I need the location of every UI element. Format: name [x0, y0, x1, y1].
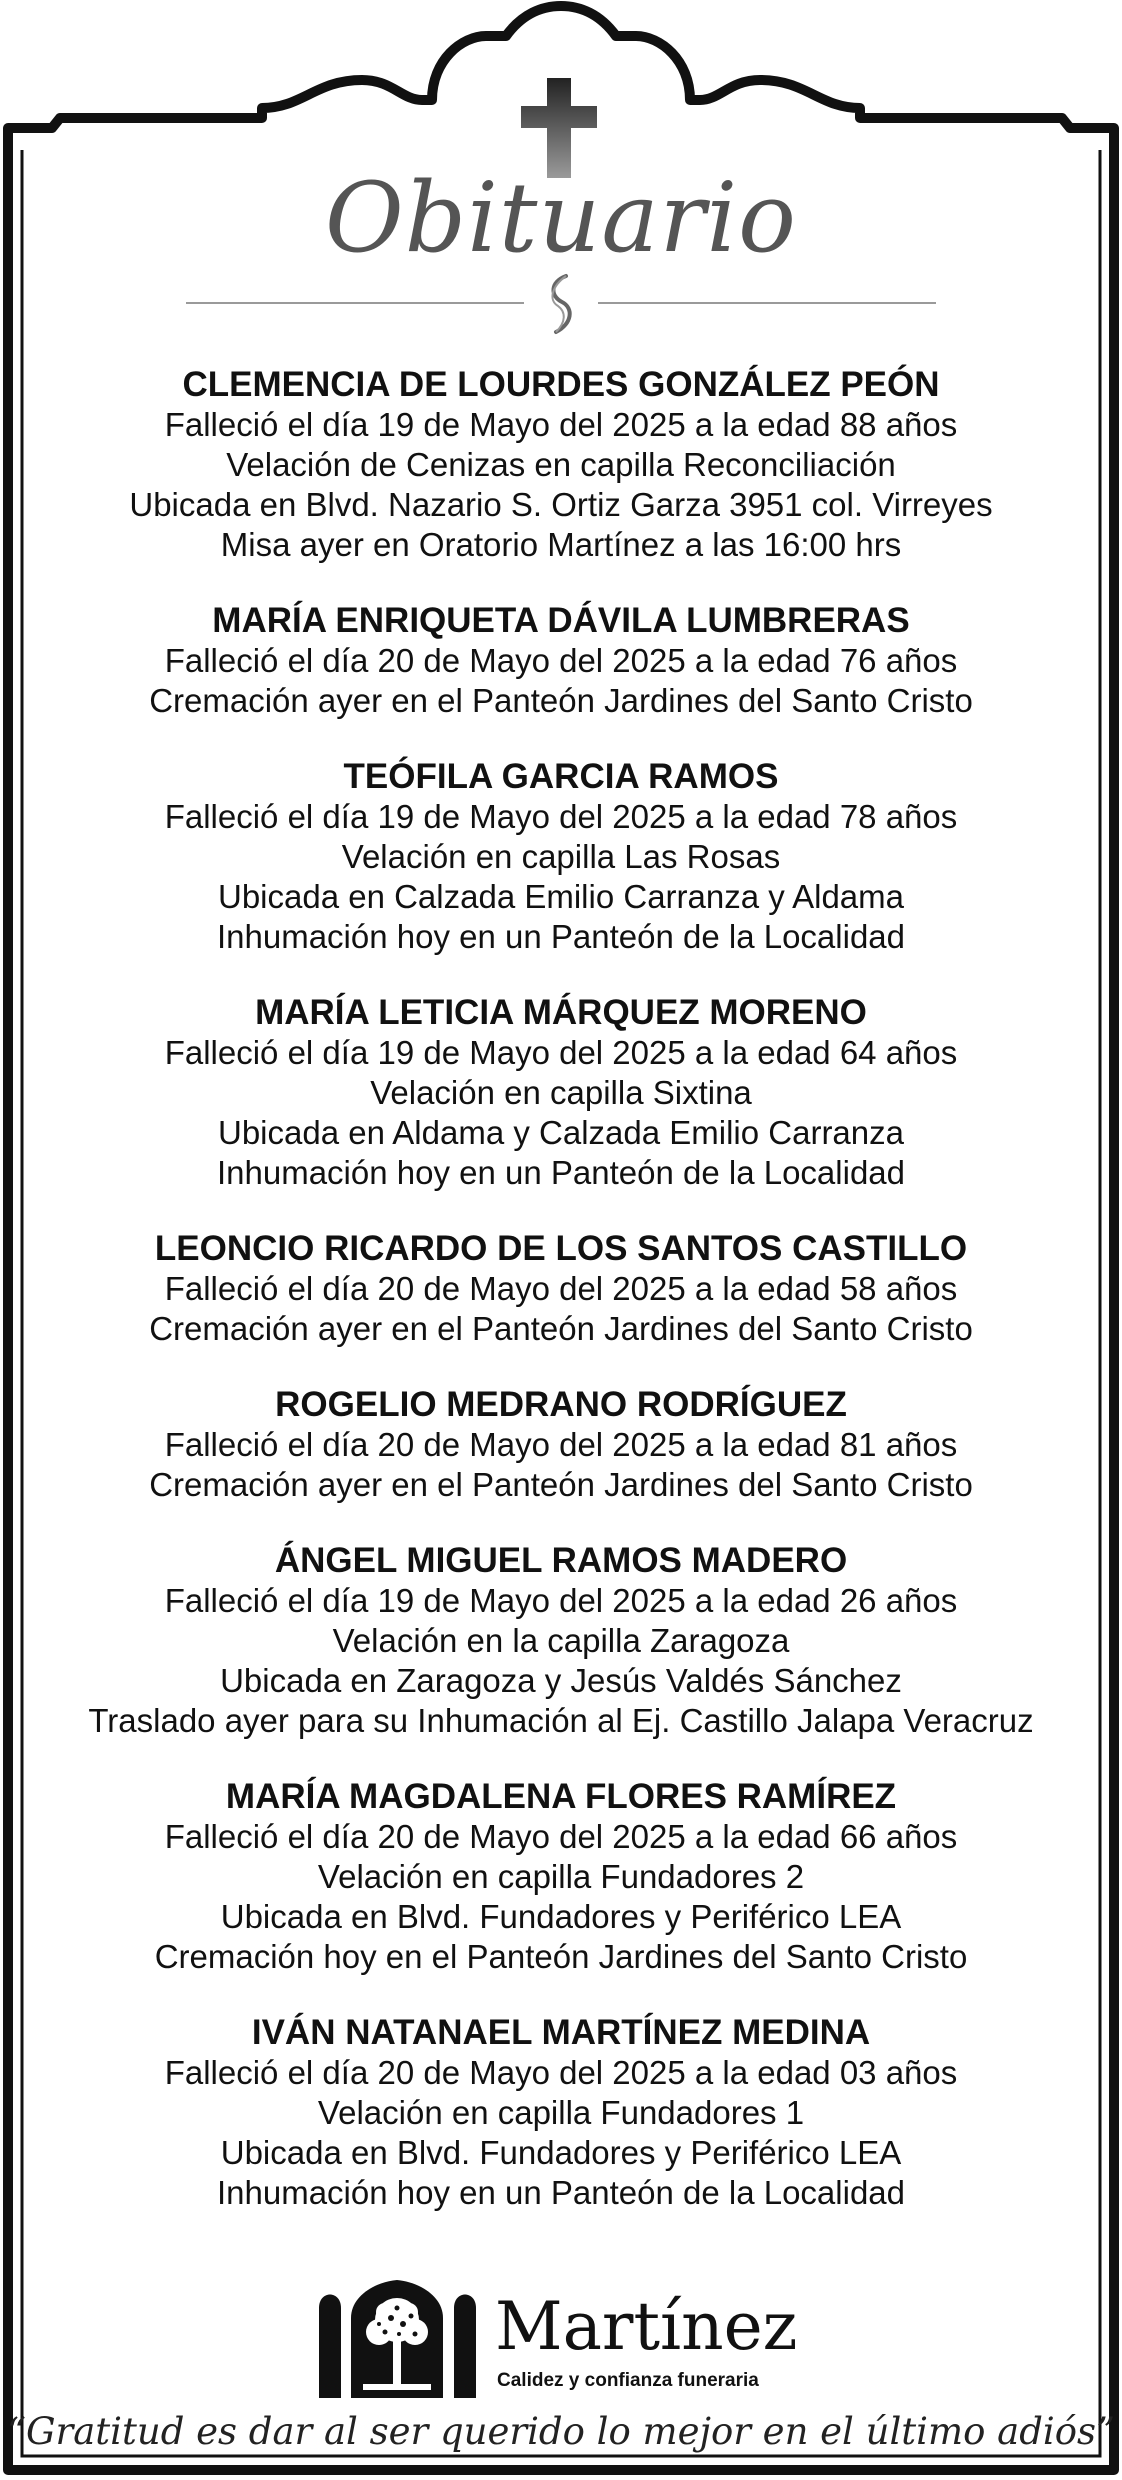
flourish-icon [536, 272, 586, 336]
deceased-name: MARÍA LETICIA MÁRQUEZ MORENO [255, 993, 867, 1032]
obituary-entry [40, 1541, 1082, 1741]
obituary-entry [40, 1229, 1082, 1349]
obituary-entry [40, 1777, 1082, 1977]
obituary-detail-line: Misa ayer en Oratorio Martínez a las 16:00 hrs [220, 526, 902, 563]
obituary-detail-line: Falleció el día 20 de Mayo del 2025 a la edad 58 años [164, 1270, 958, 1307]
obituary-detail-line: Inhumación hoy en un Panteón de la Localidad [216, 1154, 906, 1191]
deceased-name: TEÓFILA GARCIA RAMOS [343, 757, 779, 796]
brand-name: Martínez [495, 2288, 798, 2365]
page-title: Obituario [325, 162, 797, 274]
obituary-entry [40, 757, 1082, 957]
deceased-name: CLEMENCIA DE LOURDES GONZÁLEZ PEÓN [182, 365, 940, 404]
funeral-home-logo [315, 2278, 815, 2398]
obituary-detail-line: Falleció el día 20 de Mayo del 2025 a la edad 03 años [164, 2054, 958, 2091]
obituary-detail-line: Velación en capilla Fundadores 2 [317, 1858, 805, 1895]
obituary-detail-line: Cremación ayer en el Panteón Jardines del Santo Cristo [149, 1466, 973, 1503]
obituary-detail-line: Cremación ayer en el Panteón Jardines del Santo Cristo [149, 682, 973, 719]
obituary-detail-line: Falleció el día 20 de Mayo del 2025 a la edad 66 años [164, 1818, 958, 1855]
obituary-detail-line: Velación en la capilla Zaragoza [332, 1622, 790, 1659]
obituary-detail-line: Ubicada en Aldama y Calzada Emilio Carranza [217, 1114, 904, 1151]
deceased-name: ROGELIO MEDRANO RODRÍGUEZ [275, 1385, 847, 1424]
obituary-detail-line: Falleció el día 20 de Mayo del 2025 a la edad 81 años [164, 1426, 958, 1463]
obituary-entry [40, 2013, 1082, 2213]
obituary-detail-line: Traslado ayer para su Inhumación al Ej. Castillo Jalapa Veracruz [88, 1702, 1034, 1739]
deceased-name: ÁNGEL MIGUEL RAMOS MADERO [274, 1541, 848, 1580]
obituary-detail-line: Velación en capilla Fundadores 1 [317, 2094, 805, 2131]
obituary-detail-line: Falleció el día 19 de Mayo del 2025 a la edad 64 años [164, 1034, 958, 1071]
obituary-entry [40, 993, 1082, 1193]
obituary-entry [40, 1385, 1082, 1505]
closing-quote: “Gratitud es dar al ser querido lo mejor en el último adiós” [7, 2410, 1115, 2453]
chapel-tree-logo-icon [315, 2278, 480, 2398]
obituary-detail-line: Velación de Cenizas en capilla Reconciliación [226, 446, 896, 483]
obituary-entry [40, 365, 1082, 565]
obituary-detail-line: Falleció el día 20 de Mayo del 2025 a la edad 76 años [164, 642, 958, 679]
obituary-detail-line: Falleció el día 19 de Mayo del 2025 a la edad 78 años [164, 798, 958, 835]
obituary-detail-line: Ubicada en Blvd. Fundadores y Periférico LEA [220, 1898, 902, 1935]
obituary-detail-line: Ubicada en Zaragoza y Jesús Valdés Sánchez [220, 1662, 902, 1699]
obituary-detail-line: Ubicada en Calzada Emilio Carranza y Aldama [217, 878, 904, 915]
obituary-detail-line: Cremación hoy en el Panteón Jardines del Santo Cristo [154, 1938, 968, 1975]
obituary-detail-line: Inhumación hoy en un Panteón de la Localidad [216, 918, 906, 955]
brand-tagline: Calidez y confianza funeraria [497, 2370, 759, 2391]
obituary-detail-line: Ubicada en Blvd. Fundadores y Periférico LEA [220, 2134, 902, 2171]
obituary-detail-line: Cremación ayer en el Panteón Jardines del Santo Cristo [149, 1310, 973, 1347]
obituary-list [40, 365, 1082, 2249]
deceased-name: IVÁN NATANAEL MARTÍNEZ MEDINA [251, 2013, 871, 2052]
deceased-name: LEONCIO RICARDO DE LOS SANTOS CASTILLO [154, 1229, 968, 1268]
obituary-detail-line: Falleció el día 19 de Mayo del 2025 a la edad 26 años [164, 1582, 958, 1619]
deceased-name: MARÍA ENRIQUETA DÁVILA LUMBRERAS [212, 601, 910, 640]
obituary-detail-line: Ubicada en Blvd. Nazario S. Ortiz Garza 3951 col. Virreyes [129, 486, 993, 523]
obituary-detail-line: Inhumación hoy en un Panteón de la Localidad [216, 2174, 906, 2211]
obituary-detail-line: Falleció el día 19 de Mayo del 2025 a la edad 88 años [164, 406, 958, 443]
obituary-detail-line: Velación en capilla Sixtina [370, 1074, 752, 1111]
divider-right [598, 302, 936, 304]
deceased-name: MARÍA MAGDALENA FLORES RAMÍREZ [225, 1777, 897, 1816]
obituary-detail-line: Velación en capilla Las Rosas [341, 838, 781, 875]
divider-left [186, 302, 524, 304]
obituary-entry [40, 601, 1082, 721]
